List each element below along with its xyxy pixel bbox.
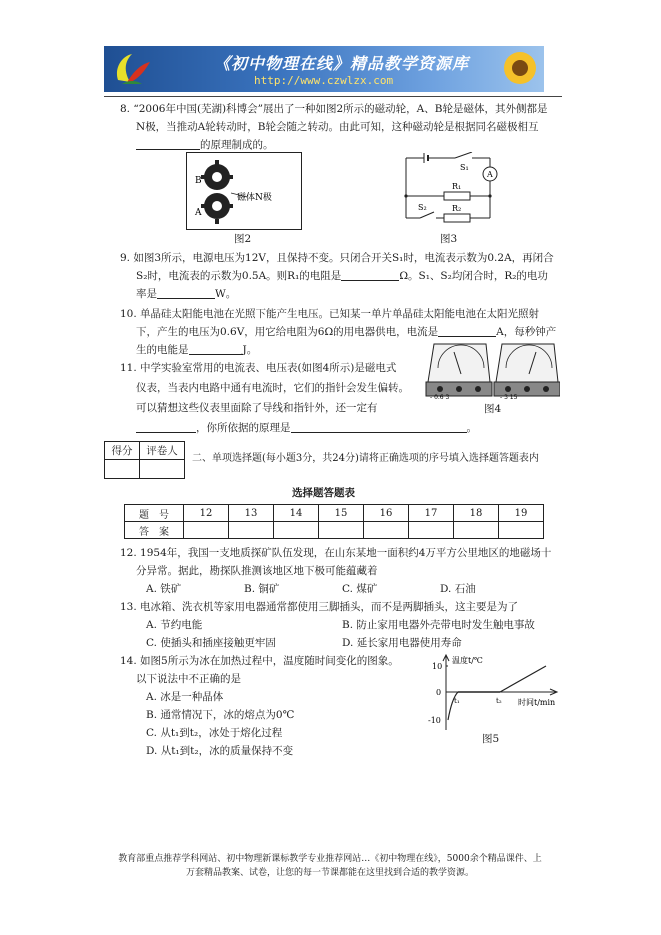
answer-cell[interactable] [319, 522, 364, 539]
fig5-caption: 图5 [482, 733, 500, 745]
fig2-caption: 图2 [234, 233, 252, 245]
answer-number-12: 12 [184, 505, 229, 522]
fig4-caption: 图4 [484, 403, 502, 415]
answer-number-14: 14 [274, 505, 319, 522]
grader-cell[interactable] [140, 460, 185, 479]
answer-table [124, 504, 544, 539]
q12-line2: 分异常。据此，勘探队推测该地区地下极可能蕴藏着 [136, 565, 378, 577]
q10-line3: 生的电能是 J。 [136, 344, 258, 356]
fig5-xlabel: 时间t/min [518, 698, 556, 707]
q9-blank-r1[interactable] [341, 268, 399, 281]
q11-blank-part[interactable] [136, 420, 196, 433]
banner-title: 《初中物理在线》精品教学资源库 [214, 54, 470, 73]
q12-option-a[interactable]: A. 铁矿 [146, 583, 182, 595]
header-banner [104, 46, 544, 92]
footer-line1: 教育部重点推荐学科网站、初中物理新课标教学专业推荐网站…《初中物理在线》，5000余个精品课件、上 [118, 854, 542, 864]
voltmeter-icon [494, 344, 560, 396]
fig5-y-bottom: -10 [428, 716, 441, 725]
q14-option-b[interactable]: B. 通常情况下，冰的熔点为0℃ [146, 709, 295, 721]
q13-option-a[interactable]: A. 节约电能 [146, 619, 203, 631]
q14-line2: 以下说法中不正确的是 [136, 673, 241, 685]
answer-table-row1-label: 题 号 [125, 505, 184, 522]
fig3-r1: R₁ [452, 182, 462, 191]
score-label: 得分 [105, 442, 140, 460]
answer-number-16: 16 [364, 505, 409, 522]
fig3-caption: 图3 [440, 233, 458, 245]
answer-number-15: 15 [319, 505, 364, 522]
q12-option-b[interactable]: B. 铜矿 [244, 583, 280, 595]
q13-option-d[interactable]: D. 延长家用电器使用寿命 [342, 637, 462, 649]
answer-number-18: 18 [454, 505, 499, 522]
answer-cell[interactable] [274, 522, 319, 539]
fig2-label-b: B [195, 176, 202, 186]
q9-line3: 率是 W。 [136, 288, 237, 300]
fig3-s2: S₂ [418, 203, 427, 212]
q14-option-d[interactable]: D. 从t₁到t₂，冰的质量保持不变 [146, 745, 294, 757]
q14-option-a[interactable]: A. 冰是一种晶体 [146, 691, 224, 703]
q8-line2: N极，当推动A轮转动时，B轮会随之转动。由此可知，这种磁动轮是根据同名磁极相互 [136, 121, 539, 133]
answer-table-number-row [125, 505, 544, 522]
q13-line1: 13. 电冰箱、洗衣机等家用电器通常都使用三脚插头，而不是两脚插头，这主要是为了 [120, 601, 519, 613]
ammeter-icon [426, 344, 492, 396]
q13-option-c[interactable]: C. 使插头和插座接触更牢固 [146, 637, 276, 649]
fig4-meter2-marks: - 3 15 [500, 394, 518, 400]
q10-blank-current[interactable] [438, 324, 496, 337]
q9-line2: S₂时，电流表的示数为0.5A。则R₁的电阻是 Ω。S₁、S₂均闭合时，R₂的电功 [136, 270, 548, 282]
fig5-t1: t₁ [454, 697, 460, 705]
fig5-y-zero: 0 [436, 688, 442, 697]
q13-option-b[interactable]: B. 防止家用电器外壳带电时发生触电事故 [342, 619, 535, 631]
q9-blank-power[interactable] [157, 286, 215, 299]
answer-cell[interactable] [184, 522, 229, 539]
q10-line1: 10. 单晶硅太阳能电池在光照下能产生电压。已知某一单片单晶硅太阳能电池在太阳光照射 [120, 308, 540, 320]
answer-cell[interactable] [499, 522, 544, 539]
q14-line1: 14. 如图5所示为冰在加热过程中，温度随时间变化的图象。 [120, 655, 399, 667]
q11-line4: ，你所依据的原理是 。 [136, 420, 477, 437]
q9-line1: 9. 如图3所示，电源电压为12V，且保持不变。只闭合开关S₁时，电流表示数为0.2A，再闭合 [120, 252, 554, 264]
q12-option-d[interactable]: D. 石油 [440, 583, 476, 595]
site-logo [112, 50, 152, 88]
sunflower-icon [502, 50, 538, 86]
q11-line3: 可以猜想这些仪表里面除了导线和指针外，还一定有 [136, 402, 378, 414]
q14-option-c[interactable]: C. 从t₁到t₂，冰处于熔化过程 [146, 727, 283, 739]
q12-option-c[interactable]: C. 煤矿 [342, 583, 378, 595]
q8-line1: 8. “2006年中国(芜湖)科博会”展出了一种如图2所示的磁动轮，A、B轮是磁体，其外侧都是 [120, 103, 548, 115]
fig3-ammeter-label: A [487, 170, 493, 179]
answer-table-row2-label: 答 案 [125, 522, 184, 539]
score-cell[interactable] [105, 460, 140, 479]
answer-cell[interactable] [454, 522, 499, 539]
fig2-label-a: A [195, 208, 202, 218]
score-box [104, 441, 185, 479]
answer-cell[interactable] [409, 522, 454, 539]
fig5-ylabel: 温度t/℃ [452, 656, 483, 665]
fig5-y-top: 10 [432, 662, 443, 671]
q10-line2: 下，产生的电压为0.6V，用它给电阻为6Ω的用电器供电，电流是 A，每秒钟产 [136, 326, 557, 338]
header-divider [104, 96, 562, 97]
q11-blank-principle[interactable] [291, 420, 467, 433]
q10-blank-energy[interactable] [189, 342, 243, 355]
fig2-magnet-label: 磁体N极 [237, 193, 272, 203]
q8-blank[interactable] [136, 137, 200, 150]
q8-line3: 的原理制成的。 [136, 137, 274, 154]
section2-heading: 二、单项选择题(每小题3分，共24分)请将正确选项的序号填入选择题答题表内 [192, 453, 539, 464]
q12-line1: 12. 1954年，我国一支地质探矿队伍发现，在山东某地一面积约4万平方公里地区的地磁场十 [120, 547, 552, 559]
figure-3-circuit [400, 152, 500, 232]
q11-line1: 11. 中学实验室常用的电流表、电压表(如图4所示)是磁电式 [120, 362, 397, 374]
answer-table-answer-row [125, 522, 544, 539]
footer-line2: 万套精品教案、试卷，让您的每一节课都能在这里找到合适的教学资源。 [185, 868, 474, 878]
figure-2 [186, 152, 302, 230]
answer-cell[interactable] [229, 522, 274, 539]
answer-table-title: 选择题答题表 [292, 487, 355, 499]
fig3-s1: S₁ [460, 163, 469, 172]
fig3-r2: R₂ [452, 204, 462, 213]
answer-number-19: 19 [499, 505, 544, 522]
answer-cell[interactable] [364, 522, 409, 539]
answer-number-17: 17 [409, 505, 454, 522]
q11-line2: 仪表，当表内电路中通有电流时，它们的指针会发生偏转。 [136, 382, 409, 394]
fig4-meter1-marks: - 0.6 3 [430, 394, 450, 400]
grader-label: 评卷人 [140, 442, 185, 460]
figure-4-meters [424, 338, 560, 400]
fig5-t2: t₂ [496, 697, 502, 705]
magnetic-wheels-diagram [187, 153, 301, 229]
figure-5-graph [422, 652, 562, 732]
answer-number-13: 13 [229, 505, 274, 522]
banner-url[interactable]: http://www.czwlzx.com [254, 74, 394, 87]
